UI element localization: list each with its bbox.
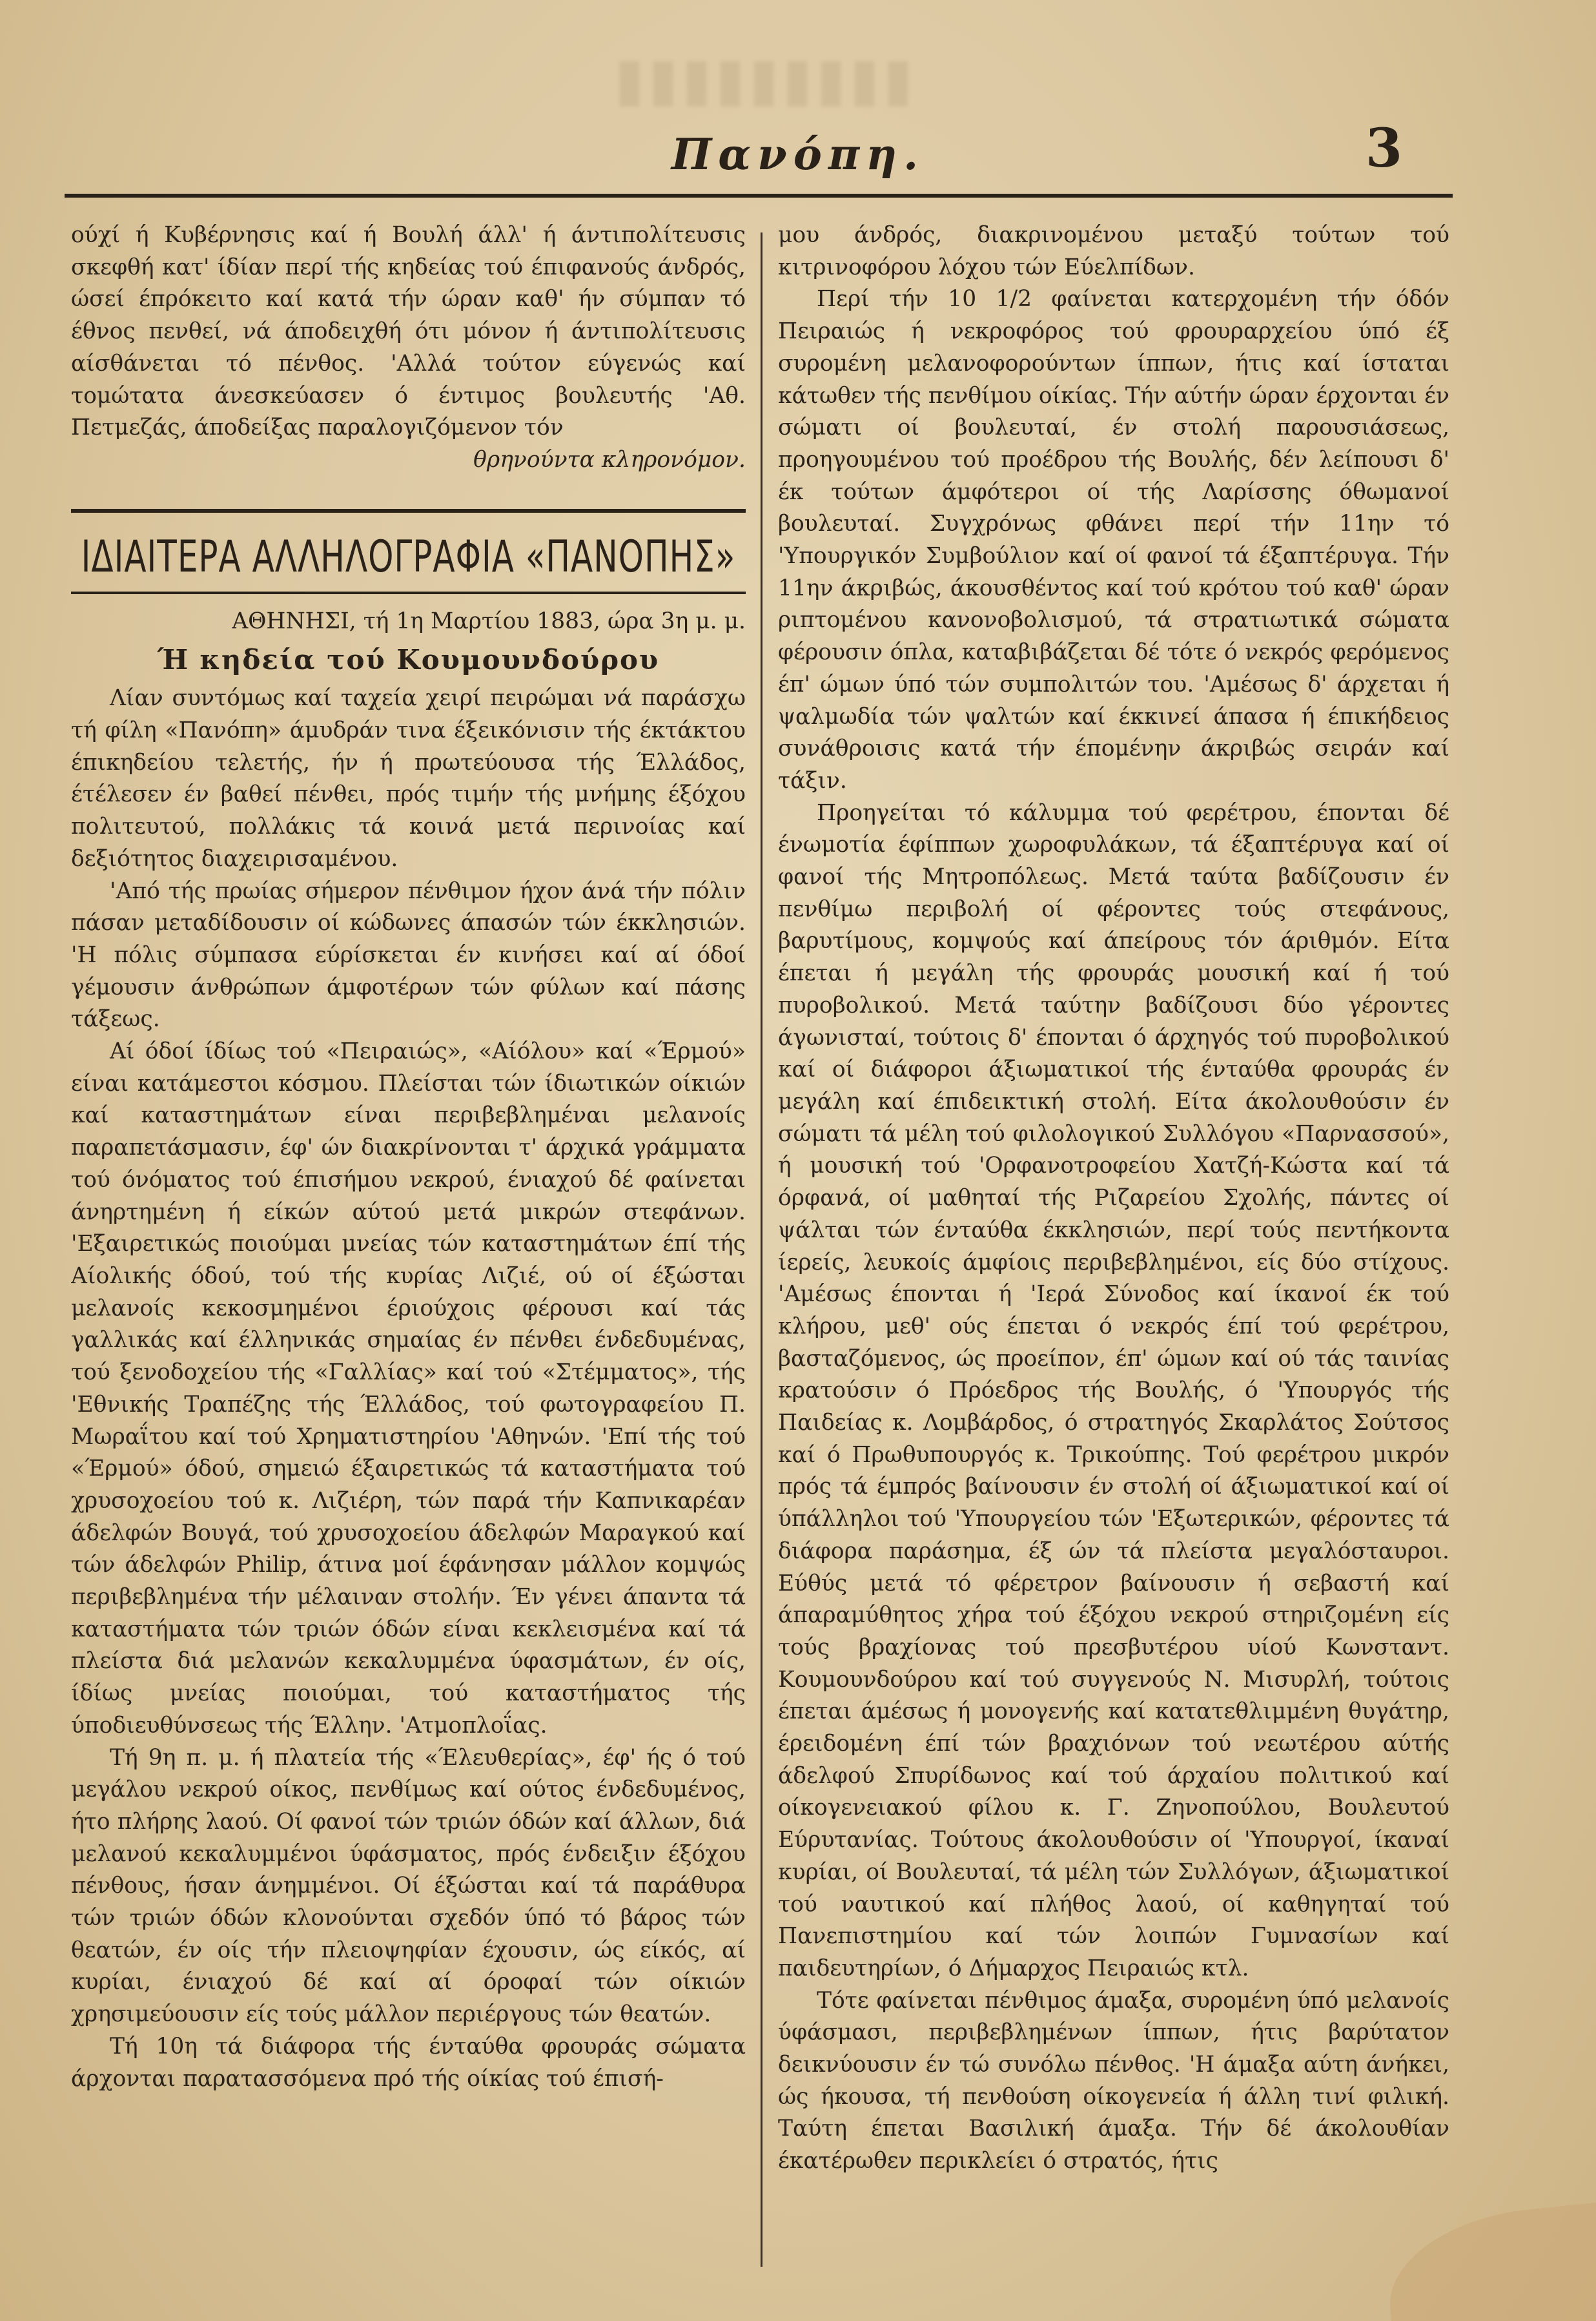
column-divider <box>761 232 762 2267</box>
article-paragraph: Λίαν συντόμως καί ταχεία χειρί πειρώμαι νά παράσχω τή φίλη «Πανόπη» άμυδράν τινα έξεικόνισιν τής έκτάκτου έπικηδείου τελετής, ήν ή πρωτεύουσα τής Έλλάδος, έτέλεσεν έν βαθεί πένθει, πρός τιμήν τής μνήμης έξόχου πολιτευτού, πολλάκις τά κοινά μετά περινοίας καί δεξιότητος διαχειρισαμένου. <box>71 685 746 872</box>
article-paragraph: 'Από τής πρωίας σήμερον πένθιμον ήχον άνά τήν πόλιν πάσαν μεταδίδουσιν οί κώδωνες άπασών τών έκκλησιών. 'Η πόλις σύμπασα εύρίσκεται έν κινήσει καί αί όδοί γέμουσιν άνθρώπων άμφοτέρων τών φύλων καί πάσης τάξεως. <box>71 878 746 1033</box>
article-paragraph: Προηγείται τό κάλυμμα τού φερέτρου, έπονται δέ ένωμοτία έφίππων χωροφυλάκων, τά έξαπτέρυγα καί οί φανοί τής Μητροπόλεως. Μετά ταύτα βαδίζουσιν έν πενθίμω περιβολή οί φέροντες τούς στεφάνους, βαρυτίμους, κομψούς καί άπείρους τόν άριθμόν. Είτα έπεται ή μεγάλη τής φρουράς μουσική καί ή τού πυροβολικού. Μετά ταύτην βαδίζουσι δύο γέροντες άγωνισταί, τούτοις δ' έπονται ό άρχηγός τού πυροβολικού καί οί διάφοροι άξιωματικοί τής ένταύθα φρουράς έν μεγάλη καί έπιδεικτική στολή. Είτα άκολουθούσιν έν σώματι τά μέλη τού φιλολογικού Συλλόγου «Παρνασσού», ή μουσική τού 'Ορφανοτροφείου Χατζή-Κώστα καί τά όρφανά, οί μαθηταί τής Ριζαρείου Σχολής, πάντες οί ψάλται τών ένταύθα έκκλησιών, περί τούς πεντήκοντα ίερείς, λευκοίς άμφίοις περιβεβλημένοι, είς δύο στίχους. 'Αμέσως έπονται ή 'Ιερά Σύνοδος καί ίκανοί έκ τού κλήρου, μεθ' ούς έπεται ό νεκρός έπί τού φερέτρου, βασταζόμενος, ώς προείπον, έπ' ώμων καί ού τάς ταινίας κρατούσιν ό Πρόεδρος τής Βουλής, ό 'Υπουργός τής Παιδείας κ. Λομβάρδος, ό στρατηγός Σκαρλάτος Σούτσος καί ό Πρωθυπουργός κ. Τρικούπης. Τού φερέτρου μικρόν πρός τά έμπρός βαίνουσιν έν στολή οί άξιωματικοί καί οί ύπάλληλοι τού 'Υπουργείου τών 'Εξωτερικών, φέροντες τά διάφορα παράσημα, έξ ών τά πλείστα μεγαλόσταυροι. Εύθύς μετά τό φέρετρον βαίνουσιν ή σεβαστή καί άπαραμύθητος χήρα τού έξόχου νεκρού στηριζομένη είς τούς βραχίονας τού πρεσβυτέρου υίού Κωνσταντ. Κουμουνδούρου καί τού συγγενούς Ν. Μισυρλή, τούτοις έπεται άμέσως ή μονογενής καί κατατεθλιμμένη θυγάτηρ, έρειδομένη έπί τών βραχιόνων τού νεωτέρου αύτής άδελφού Σπυρίδωνος καί τού άρχαίου πολιτικού καί οίκογενειακού φίλου κ. Γ. Ζηνοπούλου, Βουλευτού Εύρυτανίας. Τούτους άκολουθούσιν οί 'Υπουργοί, ίκαναί κυρίαι, οί Βουλευταί, τά μέλη τών Συλλόγων, άξιωματικοί τού ναυτικού καί πλήθος λαού, οί καθηγηταί τού Πανεπιστημίου καί τών λοιπών Γυμνασίων καί παιδευτηρίων, ό Δήμαρχος Πειραιώς κτλ. <box>778 799 1449 1981</box>
page-number: 3 <box>1366 118 1403 180</box>
dateline: ΑΘΗΝΗΣΙ, τή 1η Μαρτίου 1883, ώρα 3η μ. μ. <box>232 608 746 634</box>
masthead-rule <box>65 194 1453 198</box>
section-rule-bottom <box>71 592 746 594</box>
article-paragraph: μου άνδρός, διακρινομένου μεταξύ τούτων τού κιτρινοφόρου λόχου τών Εύελπίδων. <box>778 222 1449 280</box>
right-column <box>778 220 1449 2280</box>
article-paragraph: Αί όδοί ίδίως τού «Πειραιώς», «Αίόλου» καί «Έρμού» είναι κατάμεστοι κόσμου. Πλείσται τών ίδιωτικών οίκιών καί καταστημάτων είναι περιβεβλημέναι μελανοίς παραπετάσμασιν, έφ' ών διακρίνονται τ' άρχικά γράμματα τού όνόματος τού έπισήμου νεκρού, ένιαχού δέ φαίνεται άνηρτημένη ή είκών αύτού μετά μικρών στεφάνων. 'Εξαιρετικώς ποιούμαι μνείας τών καταστημάτων έπί τής Αίολικής όδού, τού τής κυρίας Λιζιέ, ού οί έξώσται μελανοίς κεκοσμημένοι έριούχοις φέρουσι καί τάς γαλλικάς καί έλληνικάς σημαίας έν πένθει ένδεδυμένας, τού ξενοδοχείου τής «Γαλλίας» καί τού «Στέμματος», τής 'Εθνικής Τραπέζης τής Έλλάδος, τού φωτογραφείου Π. Μωραΐτου καί τού Χρηματιστηρίου 'Αθηνών. 'Επί τής τού «Έρμού» όδού, σημειώ έξαιρετικώς τά καταστήματα τού χρυσοχοείου τού κ. Λιζιέρη, τών παρά τήν Καπνικαρέαν άδελφών Βουγά, τού χρυσοχοείου άδελφών Μαραγκού καί τών άδελφών Philip, άτινα μοί έφάνησαν μάλλον κομψώς περιβεβλημένα τήν μέλαιναν στολήν. Έν γένει άπαντα τά καταστήματα τών τριών όδών είναι κεκλεισμένα καί τά πλείστα διά μελανών κεκαλυμμένα ύφασμάτων, έν οίς, ίδίως μνείας ποιούμαι, τού καταστήματος τής ύποδιευθύνσεως τής Έλλην. 'Ατμοπλοΐας. <box>71 1038 746 1738</box>
section-rule-top <box>71 509 746 513</box>
previous-article-closing: θρηνούντα κληρονόμον. <box>473 446 746 473</box>
article-title: Ή κηδεία τού Κουμουνδούρου <box>157 644 660 676</box>
left-column <box>71 220 746 2280</box>
bleed-through-text <box>620 61 917 107</box>
newspaper-title: Πανόπη. <box>671 129 925 180</box>
article-paragraph: Τή 10η τά διάφορα τής ένταύθα φρουράς σώματα άρχονται παρατασσόμενα πρό τής οίκίας τού έπισή- <box>71 2033 746 2092</box>
previous-article-ending: ούχί ή Κυβέρνησις καί ή Βουλή άλλ' ή άντιπολίτευσις σκεφθή κατ' ίδίαν περί τής κηδείας τού έπιφανούς άνδρός, ώσεί έπρόκειτο καί κατά τήν ώραν καθ' ήν σύμπαν τό έθνος πενθεί, νά άποδειχθή ότι μόνον ή άντιπολίτευσις αίσθάνεται τό πένθος. 'Αλλά τούτον εύγενώς καί τομώτατα άνεσκεύασεν ό έντιμος βουλευτής 'Αθ. Πετμεζάς, άποδείξας παραλογιζόμενον τόν <box>71 222 746 441</box>
article-paragraph: Περί τήν 10 1/2 φαίνεται κατερχομένη τήν όδόν Πειραιώς ή νεκροφόρος τού φρουραρχείου ύπό έξ συρομένη μελανοφορούντων ίππων, ήτις καί ίσταται κάτωθεν τής πενθίμου οίκίας. Τήν αύτήν ώραν έρχονται έν σώματι οί βουλευταί, έν στολή παρουσιάσεως, προηγουμένου τού προέδρου τής Βουλής, δέν λείπουσι δ' έκ τούτων άμφότεροι οί τής Λαρίσσης όθωμανοί βουλευταί. Συγχρόνως φθάνει περί τήν 11ην τό 'Υπουργικόν Συμβούλιον καί οί φανοί τά έξαπτέρυγα. Τήν 11ην άκριβώς, άκουσθέντος καί τού κρότου τού καθ' ώραν ριπτομένου κανονοβολισμού, τά στρατιωτικά σώματα φέρουσιν όπλα, καταβιβάζεται δέ τότε ό νεκρός φερόμενος έπ' ώμων ύπό τών συμπολιτών του. 'Αμέσως δ' άρχεται ή ψαλμωδία τών ψαλτών καί έκκινεί άπασα ή έπικήδειος συνάθροισις κατά τήν έπομένην άκριβώς σειράν καί τάξιν. <box>778 286 1449 794</box>
section-heading: ΙΔΙΑΙΤΕΡΑ ΑΛΛΗΛΟΓΡΑΦΙΑ «ΠΑΝΟΠΗΣ» <box>81 531 736 582</box>
article-paragraph: Τή 9η π. μ. ή πλατεία τής «Έλευθερίας», έφ' ής ό τού μεγάλου νεκρού οίκος, πενθίμως καί ούτος ένδεδυμένος, ήτο πλήρης λαού. Οί φανοί τών τριών όδών καί άλλων, διά μελανού κεκαλυμμένοι ύφάσματος, πρός ένδειξιν έξόχου πένθους, ήσαν άνημμένοι. Οί έξώσται καί τά παράθυρα τών τριών όδών κλονούνται σχεδόν ύπό τό βάρος τών θεατών, έν οίς τήν πλειοψηφίαν έχουσιν, ώς είκός, αί κυρίαι, ένιαχού δέ καί αί όροφαί τών οίκιών χρησιμεύουσιν είς τούς μάλλον περιέργους τών θεατών. <box>71 1744 746 2028</box>
article-paragraph: Τότε φαίνεται πένθιμος άμαξα, συρομένη ύπό μελανοίς ύφάσμασι, περιβεβλημένων ίππων, ήτις βαρύτατον δεικνύουσιν έν τώ συνόλω πένθος. 'Η άμαξα αύτη άνήκει, ώς ήκουσα, τή πενθούση οίκογενεία ή άλλη τινί φιλική. Ταύτη έπεται Βασιλική άμαξα. Τήν δέ άκολουθίαν έκατέρωθεν περικλείει ό στρατός, ήτις <box>778 1987 1449 2174</box>
